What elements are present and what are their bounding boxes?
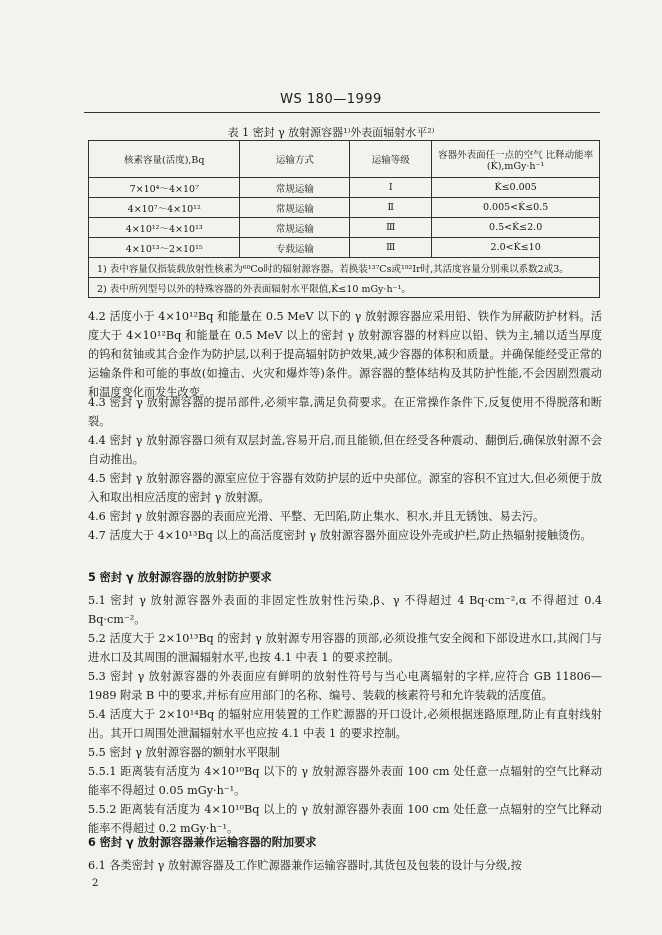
header-cell: 运输等级 — [350, 141, 432, 178]
table-cell: 4×10¹²～4×10¹³ — [89, 218, 240, 238]
clause-5-3: 5.3 密封 γ 放射源容器的外表面应有鲜明的放射性符号与当心电离辐射的字样,应符合 GB 11806—1989 附录 B 中的要求,并标有应用部门的名称、编号、装载的核素符号和允许装载的活度值。 — [88, 670, 602, 702]
table-cell: 专载运输 — [240, 238, 350, 258]
table-cell: 4×10¹³～2×10¹⁵ — [89, 238, 240, 258]
table-note-row — [89, 258, 600, 278]
clause-5-1: 5.1 密封 γ 放射源容器外表面的非固定性放射性污染,β、γ 不得超过 4 Bq·cm⁻²,α 不得超过 0.4 Bq·cm⁻²。 — [88, 594, 602, 626]
table-cell: Ⅲ — [350, 238, 432, 258]
clause-6-1: 6.1 各类密封 γ 放射源容器及工作贮源器兼作运输容器时,其货包及包装的设计与分级,按 — [88, 859, 522, 872]
clause-4-7: 4.7 活度大于 4×10¹³Bq 以上的高活度密封 γ 放射源容器外面应设外壳或护栏,防止热辐射接触烫伤。 — [88, 529, 592, 542]
clause-4-3: 4.3 密封 γ 放射源容器的提吊部件,必须牢靠,满足负荷要求。在正常操作条件下,反复使用不得脱落和断裂。 — [88, 396, 602, 428]
table-cell: 4×10⁷～4×10¹² — [89, 198, 240, 218]
clause-4-5: 4.5 密封 γ 放射源容器的源室应位于容器有效防护层的近中央部位。源室的容积不宜过大,但必须便于放入和取出相应活度的密封 γ 放射源。 — [88, 472, 602, 504]
clause-4-2: 4.2 活度小于 4×10¹²Bq 和能量在 0.5 MeV 以下的 γ 放射源容器应采用铅、铁作为屏蔽防护材料。活度大于 4×10¹²Bq 和能量在 0.5 MeV 以上的密封 γ 放射源容器的材料应以铅、铁为主,辅以适当厚度的钨和贫铀或其合金作为防护层,以利于提高辐射防护效果,减少容器的体积和质量。并确保能经受正常的运输条件和可能的事故(如撞击、火灾和爆炸等)条件。源容器的整体结构及其防护性能,不会因剧烈震动和温度变化而发生改变。 — [88, 310, 602, 399]
page-number: 2 — [92, 878, 99, 889]
table-cell: 2.0<K̇≤10 — [432, 238, 600, 258]
table-cell: Ⅲ — [350, 218, 432, 238]
table-cell: 7×10⁴～4×10⁷ — [89, 178, 240, 198]
header-cell: 运输方式 — [240, 141, 350, 178]
table-row — [89, 238, 600, 258]
table-cell: 常规运输 — [240, 178, 350, 198]
table-row — [89, 178, 600, 198]
table-title: 表 1 密封 γ 放射源容器¹⁾外表面辐射水平²⁾ — [227, 126, 435, 139]
clause-4-4: 4.4 密封 γ 放射源容器口须有双层封盖,容易开启,而且能锁,但在经受各种震动、翻倒后,确保放射源不会自动推出。 — [88, 434, 602, 466]
table-row — [89, 198, 600, 218]
section-6-heading: 6 密封 γ 放射源容器兼作运输容器的附加要求 — [88, 836, 317, 849]
table-cell: K̇≤0.005 — [432, 178, 600, 198]
table-cell: Ⅰ — [350, 178, 432, 198]
table-header-row — [89, 141, 600, 178]
clause-5-5-1: 5.5.1 距离装有活度为 4×10¹⁰Bq 以下的 γ 放射源容器外表面 100 cm 处任意一点辐射的空气比释动能率不得超过 0.05 mGy·h⁻¹。 — [88, 765, 602, 797]
table-cell: 0.5<K̇≤2.0 — [432, 218, 600, 238]
table-cell: 常规运输 — [240, 198, 350, 218]
clause-5-4: 5.4 活度大于 2×10¹⁴Bq 的辐射应用装置的工作贮源器的开口设计,必须根据迷路原理,防止有直射线射出。其开口周围处泄漏辐射水平也应按 4.1 中表 1 的要求控制。 — [88, 708, 602, 740]
table-note: 2) 表中所列型号以外的特殊容器的外表面辐射水平限值,K̇≤10 mGy·h⁻¹。 — [89, 278, 600, 298]
header-rule — [84, 112, 600, 113]
section-5-heading: 5 密封 γ 放射源容器的放射防护要求 — [88, 571, 272, 584]
header-cell: 容器外表面任一点的空气 比释动能率(K̇),mGy·h⁻¹ — [432, 141, 600, 178]
table-cell: Ⅱ — [350, 198, 432, 218]
clause-5-2: 5.2 活度大于 2×10¹³Bq 的密封 γ 放射源专用容器的顶部,必须设推气安全阀和下部设进水口,其阀门与进水口及其周围的泄漏辐射水平,也按 4.1 中表 1 的要求控制。 — [88, 632, 602, 664]
table-row — [89, 218, 600, 238]
clause-4-6: 4.6 密封 γ 放射源容器的表面应光滑、平整、无凹陷,防止集水、积水,并且无锈蚀、易去污。 — [88, 510, 545, 523]
clause-5-5: 5.5 密封 γ 放射源容器的额射水平限制 — [88, 746, 280, 759]
radiation-level-table — [88, 140, 600, 298]
table-cell: 0.005<K̇≤0.5 — [432, 198, 600, 218]
table-note: 1) 表中容量仅指装载放射性核素为⁶⁰Co时的辐射源容器。若换装¹³⁷Cs或¹⁹²Ir时,其活度容量分别乘以系数2或3。 — [89, 258, 600, 278]
header-cell: 核素容量(活度),Bq — [89, 141, 240, 178]
table-note-row — [89, 278, 600, 298]
table-cell: 常规运输 — [240, 218, 350, 238]
document-header: WS 180—1999 — [280, 92, 382, 107]
clause-5-5-2: 5.5.2 距离装有活度为 4×10¹⁰Bq 以上的 γ 放射源容器外表面 100 cm 处任意一点辐射的空气比释动能率不得超过 0.2 mGy·h⁻¹。 — [88, 803, 602, 835]
